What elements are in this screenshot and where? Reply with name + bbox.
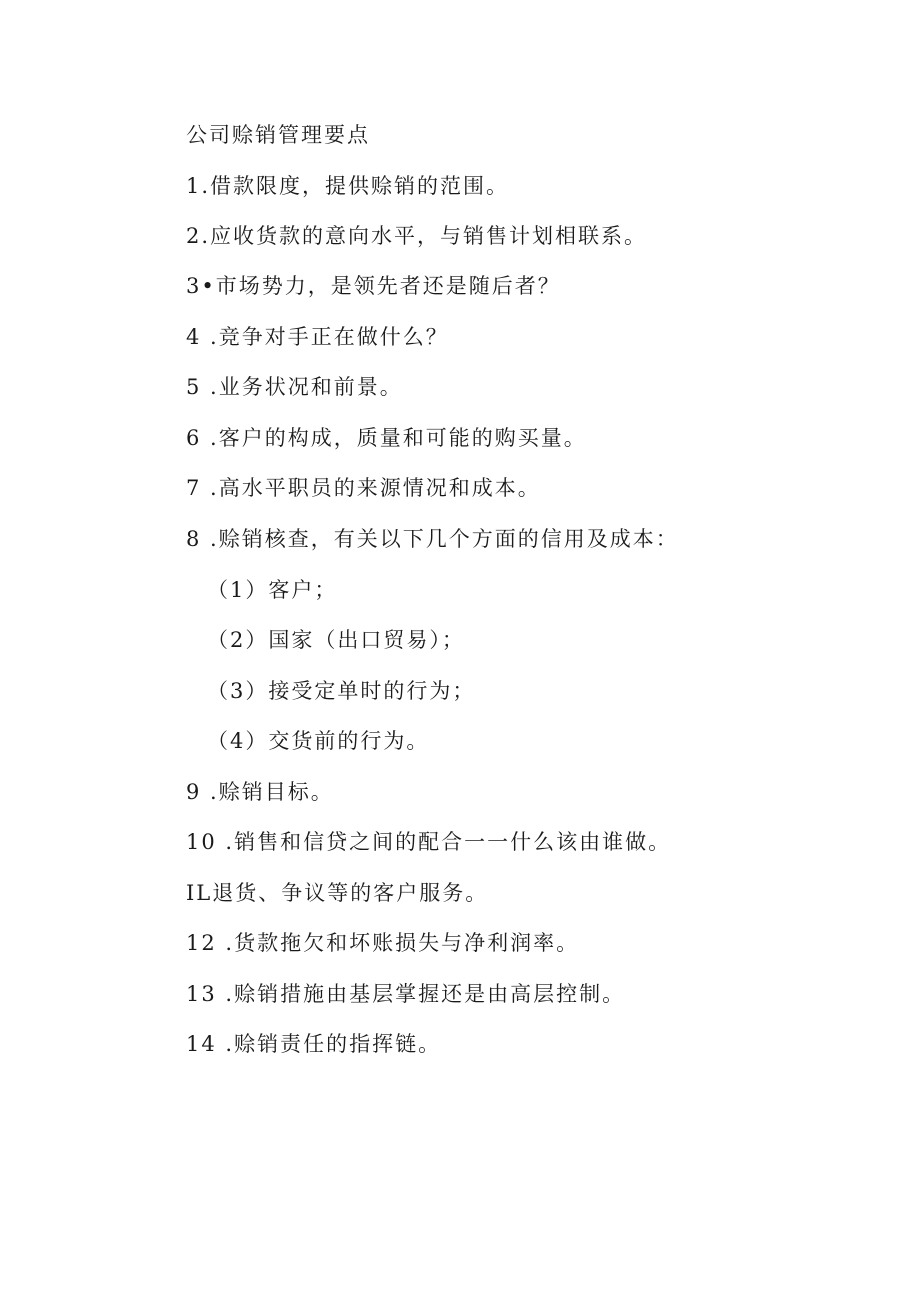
sub-item-4: （4）交货前的行为。 bbox=[207, 729, 430, 753]
list-item-10: 10 .销售和信贷之间的配合一一什么该由谁做。 bbox=[186, 830, 672, 854]
list-item-11: IL退货、争议等的客户服务。 bbox=[186, 881, 489, 905]
sub-item-3: （3）接受定单时的行为； bbox=[207, 679, 476, 703]
list-item-7: 7 .高水平职员的来源情况和成本。 bbox=[186, 476, 541, 500]
list-item-2: 2.应收货款的意向水平，与销售计划相联系。 bbox=[186, 224, 648, 248]
list-item-1: 1.借款限度，提供赊销的范围。 bbox=[186, 174, 510, 198]
sub-item-1: （1）客户； bbox=[207, 578, 338, 602]
sub-item-2: （2）国家（出口贸易）； bbox=[207, 628, 465, 652]
list-item-13: 13 .赊销措施由基层掌握还是由高层控制。 bbox=[186, 982, 626, 1006]
list-item-6: 6 .客户的构成，质量和可能的购买量。 bbox=[186, 426, 587, 450]
list-item-4: 4 .竞争对手正在做什么？ bbox=[186, 325, 449, 349]
list-item-3: 3•市场势力，是领先者还是随后者？ bbox=[186, 274, 561, 298]
list-item-14: 14 .赊销责任的指挥链。 bbox=[186, 1032, 442, 1056]
list-item-9: 9 .赊销目标。 bbox=[186, 780, 334, 804]
list-item-12: 12 .货款拖欠和坏账损失与净利润率。 bbox=[186, 931, 580, 955]
document-title: 公司赊销管理要点 bbox=[186, 123, 370, 147]
list-item-8: 8 .赊销核查，有关以下几个方面的信用及成本： bbox=[186, 527, 679, 551]
list-item-5: 5 .业务状况和前景。 bbox=[186, 375, 403, 399]
